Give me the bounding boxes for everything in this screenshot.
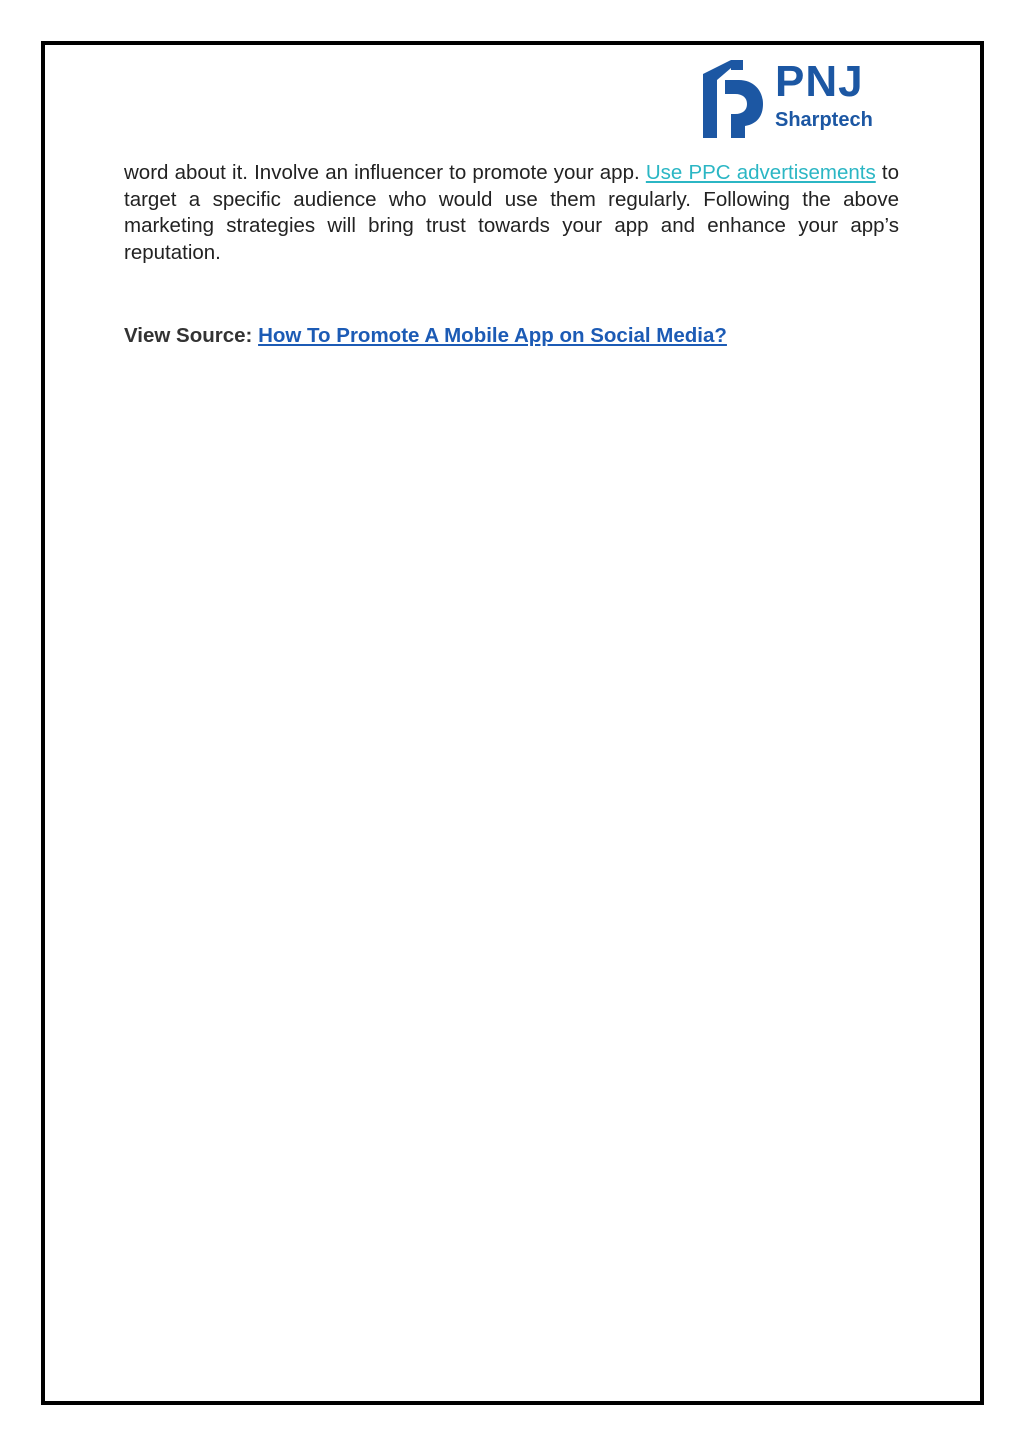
logo-brand-text: PNJ xyxy=(775,57,864,106)
pnj-logo-icon xyxy=(703,60,765,138)
ppc-ads-link[interactable]: Use PPC advertisements xyxy=(645,161,876,184)
view-source-label: View Source: xyxy=(124,324,253,347)
logo-sub-text: Sharptech xyxy=(775,109,873,131)
view-source-link[interactable]: How To Promote A Mobile App on Social Media? xyxy=(258,324,727,347)
view-source-line xyxy=(124,322,899,350)
paragraph-text-2: to target a specific audience who would use them regularly. Following the above marketing strategies will bring trust towards your app and enhance your app’s reputation. xyxy=(124,161,899,264)
paragraph-text-1: word about it. Involve an influencer to promote your app. xyxy=(124,161,640,184)
body-paragraph xyxy=(124,160,899,266)
pnj-sharptech-logo xyxy=(703,57,893,140)
